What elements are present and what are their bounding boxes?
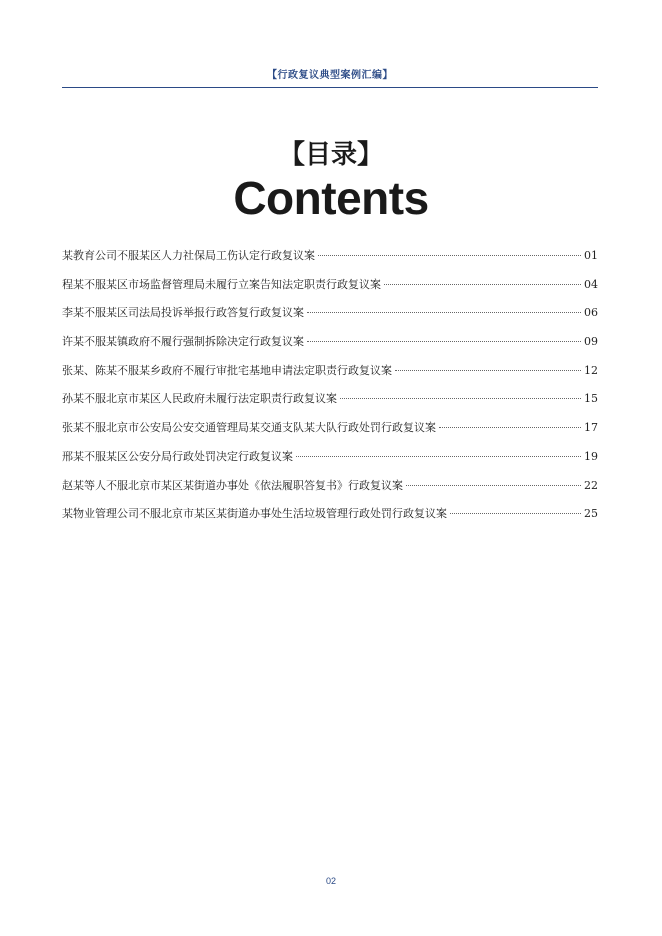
header-divider	[62, 87, 598, 88]
toc-entry-page: 17	[584, 421, 598, 435]
toc-entry[interactable]	[62, 477, 598, 506]
toc-dot-leader	[384, 284, 581, 285]
toc-dot-leader	[318, 255, 581, 256]
toc-entry-title: 赵某等人不服北京市某区某街道办事处《依法履职答复书》行政复议案	[62, 478, 403, 492]
toc-dot-leader	[307, 341, 581, 342]
toc-entry[interactable]	[62, 505, 598, 534]
toc-entry-title: 张某、陈某不服某乡政府不履行审批宅基地申请法定职责行政复议案	[62, 363, 392, 377]
toc-entry-page: 04	[584, 277, 598, 291]
toc-dot-leader	[395, 370, 581, 371]
running-header: 【行政复议典型案例汇编】	[267, 70, 393, 81]
toc-entry[interactable]	[62, 390, 598, 419]
toc-dot-leader	[439, 427, 581, 428]
toc-entry-title: 许某不服某镇政府不履行强制拆除决定行政复议案	[62, 335, 304, 349]
page-number: 02	[325, 876, 336, 886]
toc-entry-title: 某物业管理公司不服北京市某区某街道办事处生活垃圾管理行政处罚行政复议案	[62, 507, 447, 521]
toc-entry[interactable]	[62, 333, 598, 362]
toc-entry-page: 06	[584, 306, 598, 320]
toc-entry-title: 某教育公司不服某区人力社保局工伤认定行政复议案	[62, 249, 315, 262]
toc-dot-leader	[296, 456, 581, 457]
toc-entry-page: 22	[584, 478, 598, 492]
toc-entry[interactable]	[62, 362, 598, 391]
toc-title-chinese: 【目录】	[278, 140, 383, 170]
toc-entry-page: 15	[584, 392, 598, 406]
toc-entry[interactable]	[62, 247, 598, 276]
toc-dot-leader	[340, 398, 581, 399]
toc-entry-title: 李某不服某区司法局投诉举报行政答复行政复议案	[62, 306, 304, 320]
toc-entry-title: 程某不服某区市场监督管理局未履行立案告知法定职责行政复议案	[62, 277, 381, 291]
toc-entry-title: 张某不服北京市公安局公安交通管理局某交通支队某大队行政处罚行政复议案	[62, 421, 436, 435]
toc-entry-page: 19	[584, 449, 598, 463]
toc-entry-page: 09	[584, 335, 598, 349]
toc-dot-leader	[406, 485, 581, 486]
toc-entry-title: 邢某不服某区公安分局行政处罚决定行政复议案	[62, 449, 293, 463]
toc-entry-title: 孙某不服北京市某区人民政府未履行法定职责行政复议案	[62, 392, 337, 406]
toc-dot-leader	[307, 312, 581, 313]
toc-entry-page: 12	[584, 363, 598, 377]
toc-entry[interactable]	[62, 419, 598, 448]
toc-entry-page: 25	[584, 507, 598, 521]
toc-title-english: Contents	[233, 172, 429, 224]
table-of-contents	[62, 247, 598, 534]
toc-entry-page: 01	[584, 249, 598, 262]
toc-dot-leader	[450, 513, 581, 514]
toc-entry[interactable]	[62, 276, 598, 305]
toc-entry[interactable]	[62, 448, 598, 477]
toc-entry[interactable]	[62, 304, 598, 333]
